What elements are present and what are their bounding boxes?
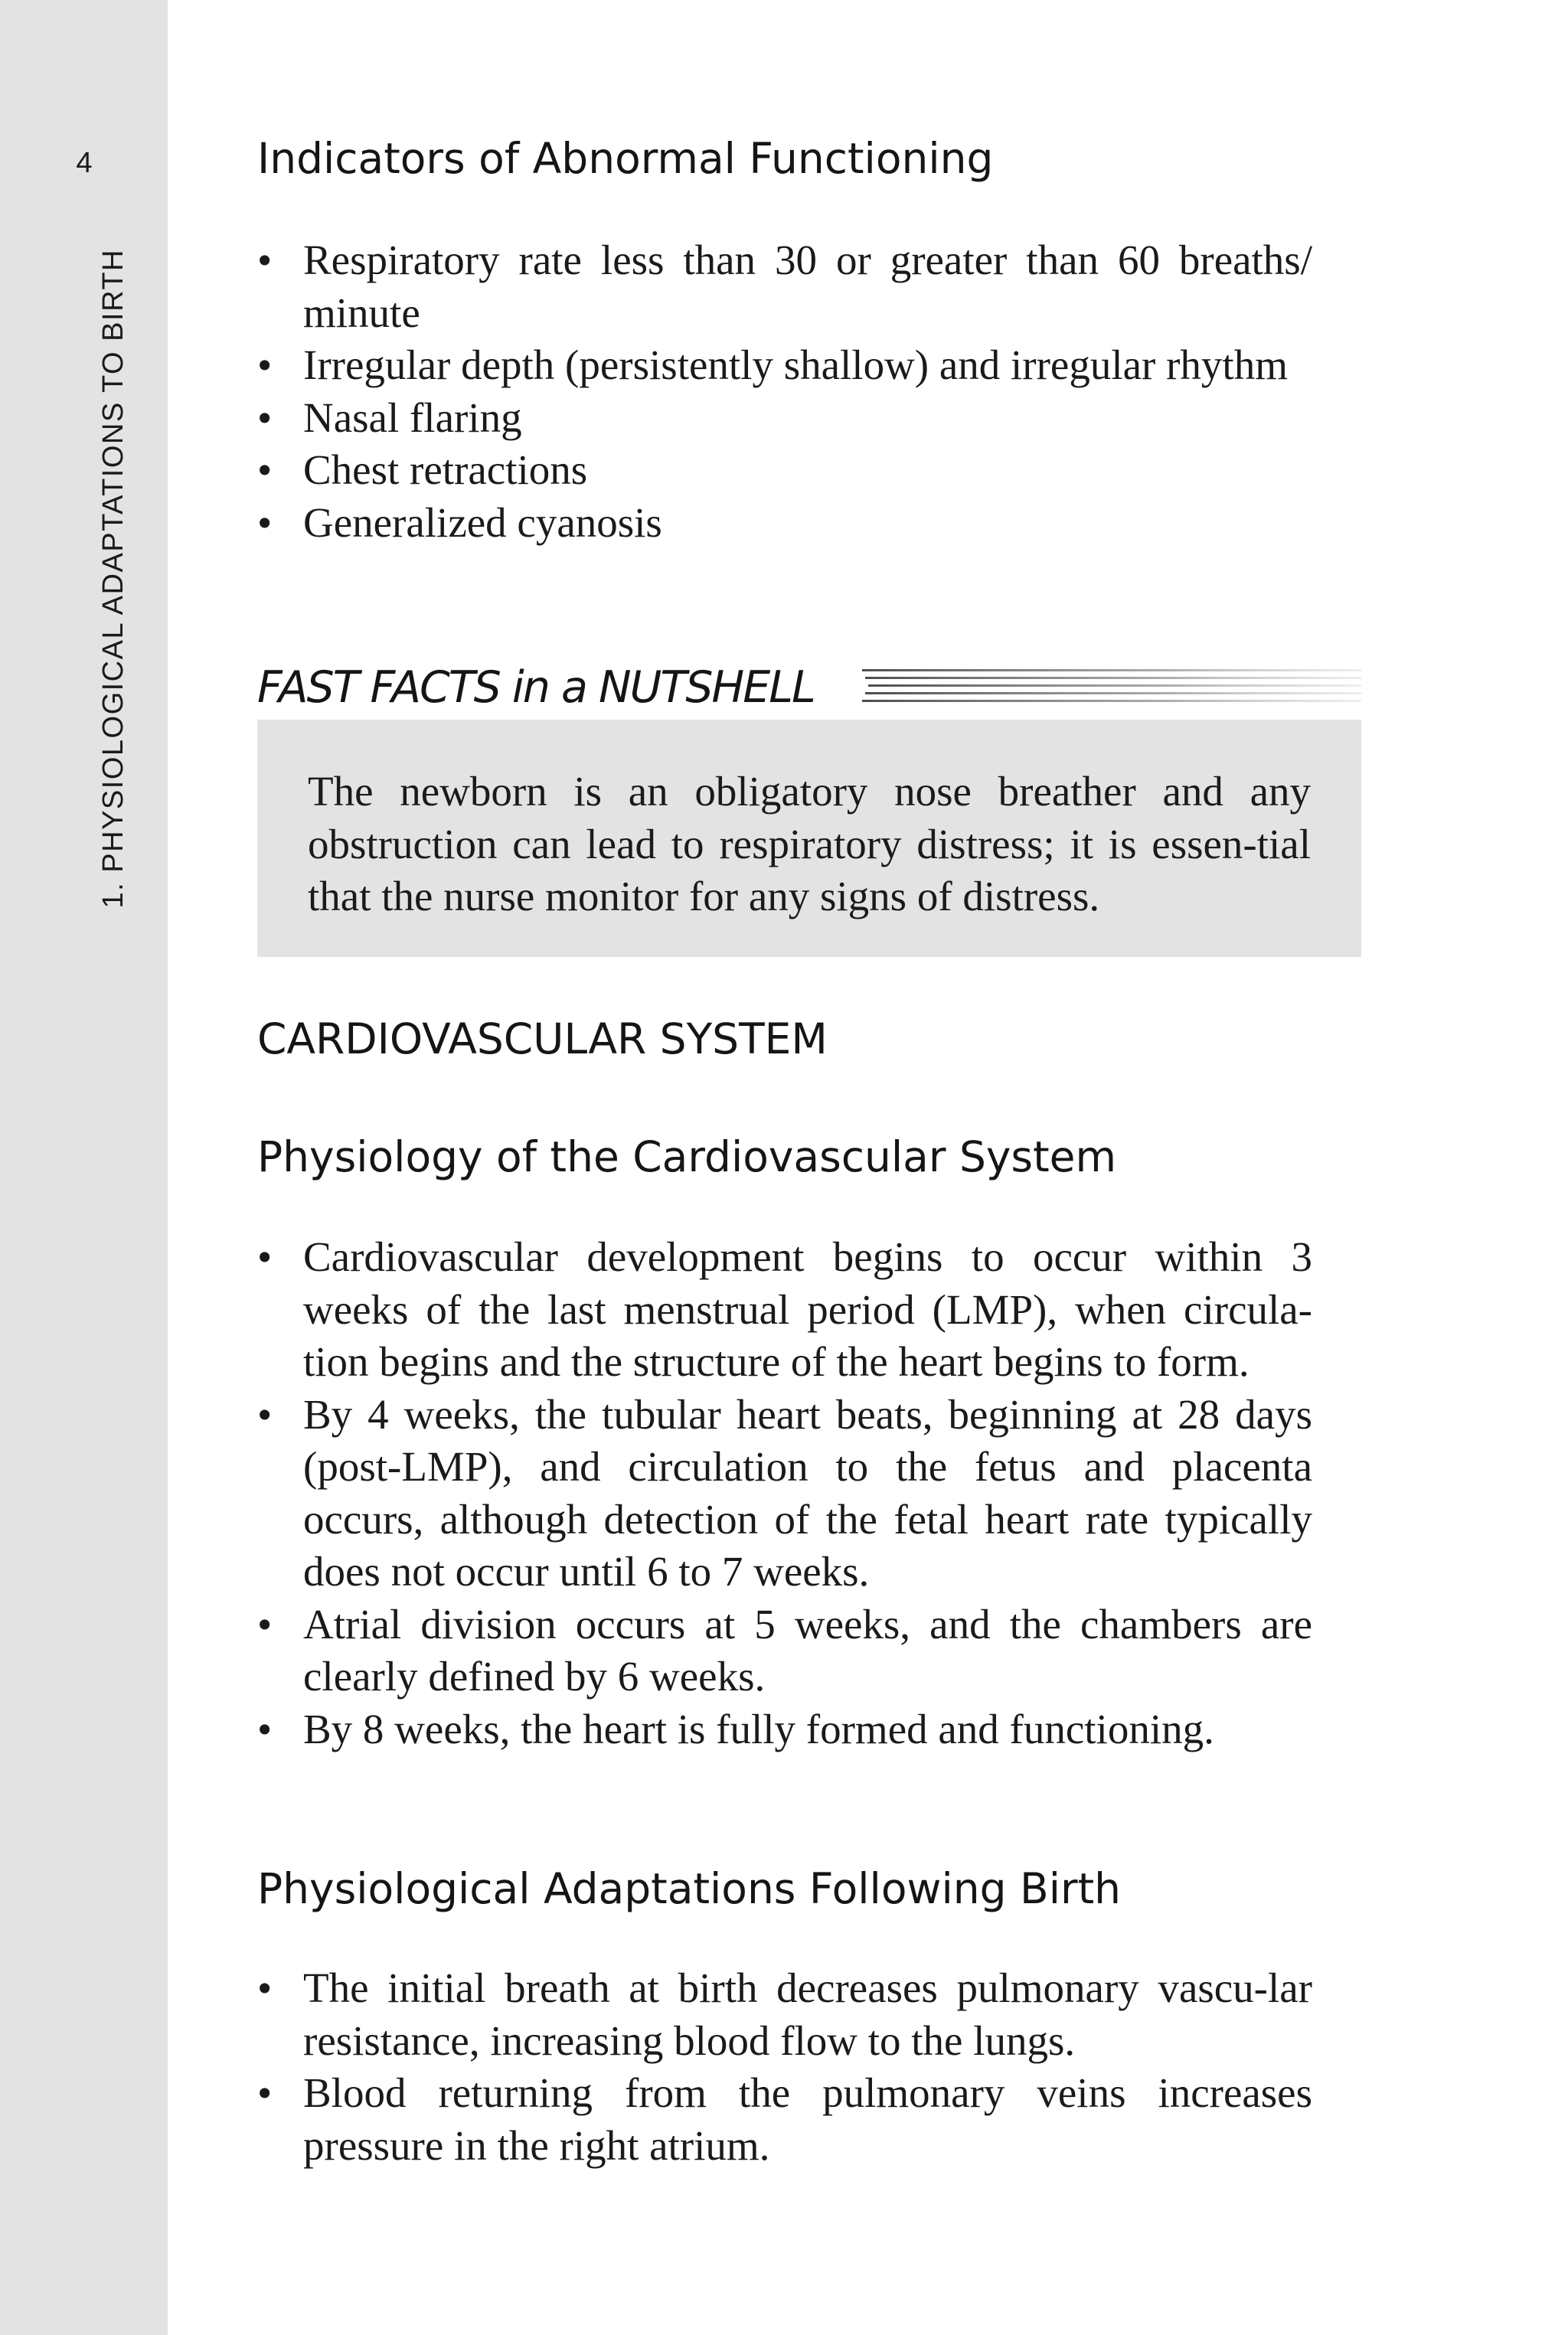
sidebar-margin [0, 0, 168, 2335]
list-item [257, 444, 1312, 497]
list-item [257, 1231, 1312, 1389]
bullet-icon: • [257, 498, 273, 546]
fast-facts-title: FAST FACTS in a NUTSHELL [257, 662, 815, 713]
fast-facts-box [257, 720, 1361, 957]
fast-facts-text: The newborn is an obligatory nose breather and any obstruction can lead to respiratory distress; it is essen-tial that the nurse monitor for any signs of distress. [308, 768, 1311, 919]
bullet-icon: • [257, 341, 273, 388]
list-item [257, 1389, 1312, 1599]
list-item-text: The initial breath at birth decreases pulmonary vascu-lar resistance, increasing blood flow to the lungs. [303, 1964, 1312, 2064]
list-item [257, 497, 1312, 550]
heading-adaptations-following-birth: Physiological Adaptations Following Birth [257, 1864, 1122, 1913]
list-item-text: Generalized cyanosis [303, 498, 662, 546]
bullet-icon: • [257, 1233, 273, 1280]
list-item [257, 392, 1312, 445]
bullet-icon: • [257, 237, 273, 283]
heading-cardiovascular-system: CARDIOVASCULAR SYSTEM [257, 1014, 828, 1063]
bullet-icon: • [257, 1390, 273, 1438]
list-item [257, 2067, 1312, 2172]
page-number: 4 [76, 147, 93, 179]
list-item [257, 1599, 1312, 1703]
abnormal-indicators-list [257, 234, 1312, 549]
list-item-text: Blood returning from the pulmonary veins increases pressure in the right atrium. [303, 2069, 1312, 2169]
list-item [257, 234, 1312, 339]
running-head: 1. PHYSIOLOGICAL ADAPTATIONS TO BIRTH [97, 249, 129, 909]
list-item-text: Cardiovascular development begins to occur within 3 weeks of the last menstrual period (LMP), when circula-tion begins and the structure of the heart begins to form. [303, 1233, 1312, 1385]
heading-indicators-abnormal-functioning: Indicators of Abnormal Functioning [257, 134, 994, 183]
bullet-icon: • [257, 394, 273, 441]
list-item-text: Nasal flaring [303, 394, 522, 441]
speed-lines-decoration [862, 668, 1361, 707]
bullet-icon: • [257, 2069, 273, 2116]
bullet-icon: • [257, 1705, 273, 1752]
bullet-icon: • [257, 1600, 273, 1648]
list-item-text: By 4 weeks, the tubular heart beats, beginning at 28 days (post-LMP), and circulation to the fetus and placenta occurs, although detection of the fetal heart rate typically does not occur until 6 to 7 weeks. [303, 1390, 1312, 1595]
bullet-icon: • [257, 1964, 273, 2011]
list-item [257, 1703, 1312, 1756]
adaptations-list [257, 1962, 1312, 2172]
bullet-icon: • [257, 446, 273, 493]
list-item [257, 339, 1312, 392]
heading-physiology-cardiovascular: Physiology of the Cardiovascular System [257, 1132, 1117, 1181]
cardiovascular-physiology-list [257, 1231, 1312, 1755]
list-item-text: Irregular depth (persistently shallow) and irregular rhythm [303, 341, 1288, 388]
fast-facts-header [257, 660, 1361, 715]
list-item-text: Respiratory rate less than 30 or greater than 60 breaths/ minute [303, 237, 1312, 336]
list-item-text: By 8 weeks, the heart is fully formed and functioning. [303, 1705, 1214, 1752]
list-item-text: Chest retractions [303, 446, 588, 493]
list-item [257, 1962, 1312, 2067]
list-item-text: Atrial division occurs at 5 weeks, and the chambers are clearly defined by 6 weeks. [303, 1600, 1312, 1700]
